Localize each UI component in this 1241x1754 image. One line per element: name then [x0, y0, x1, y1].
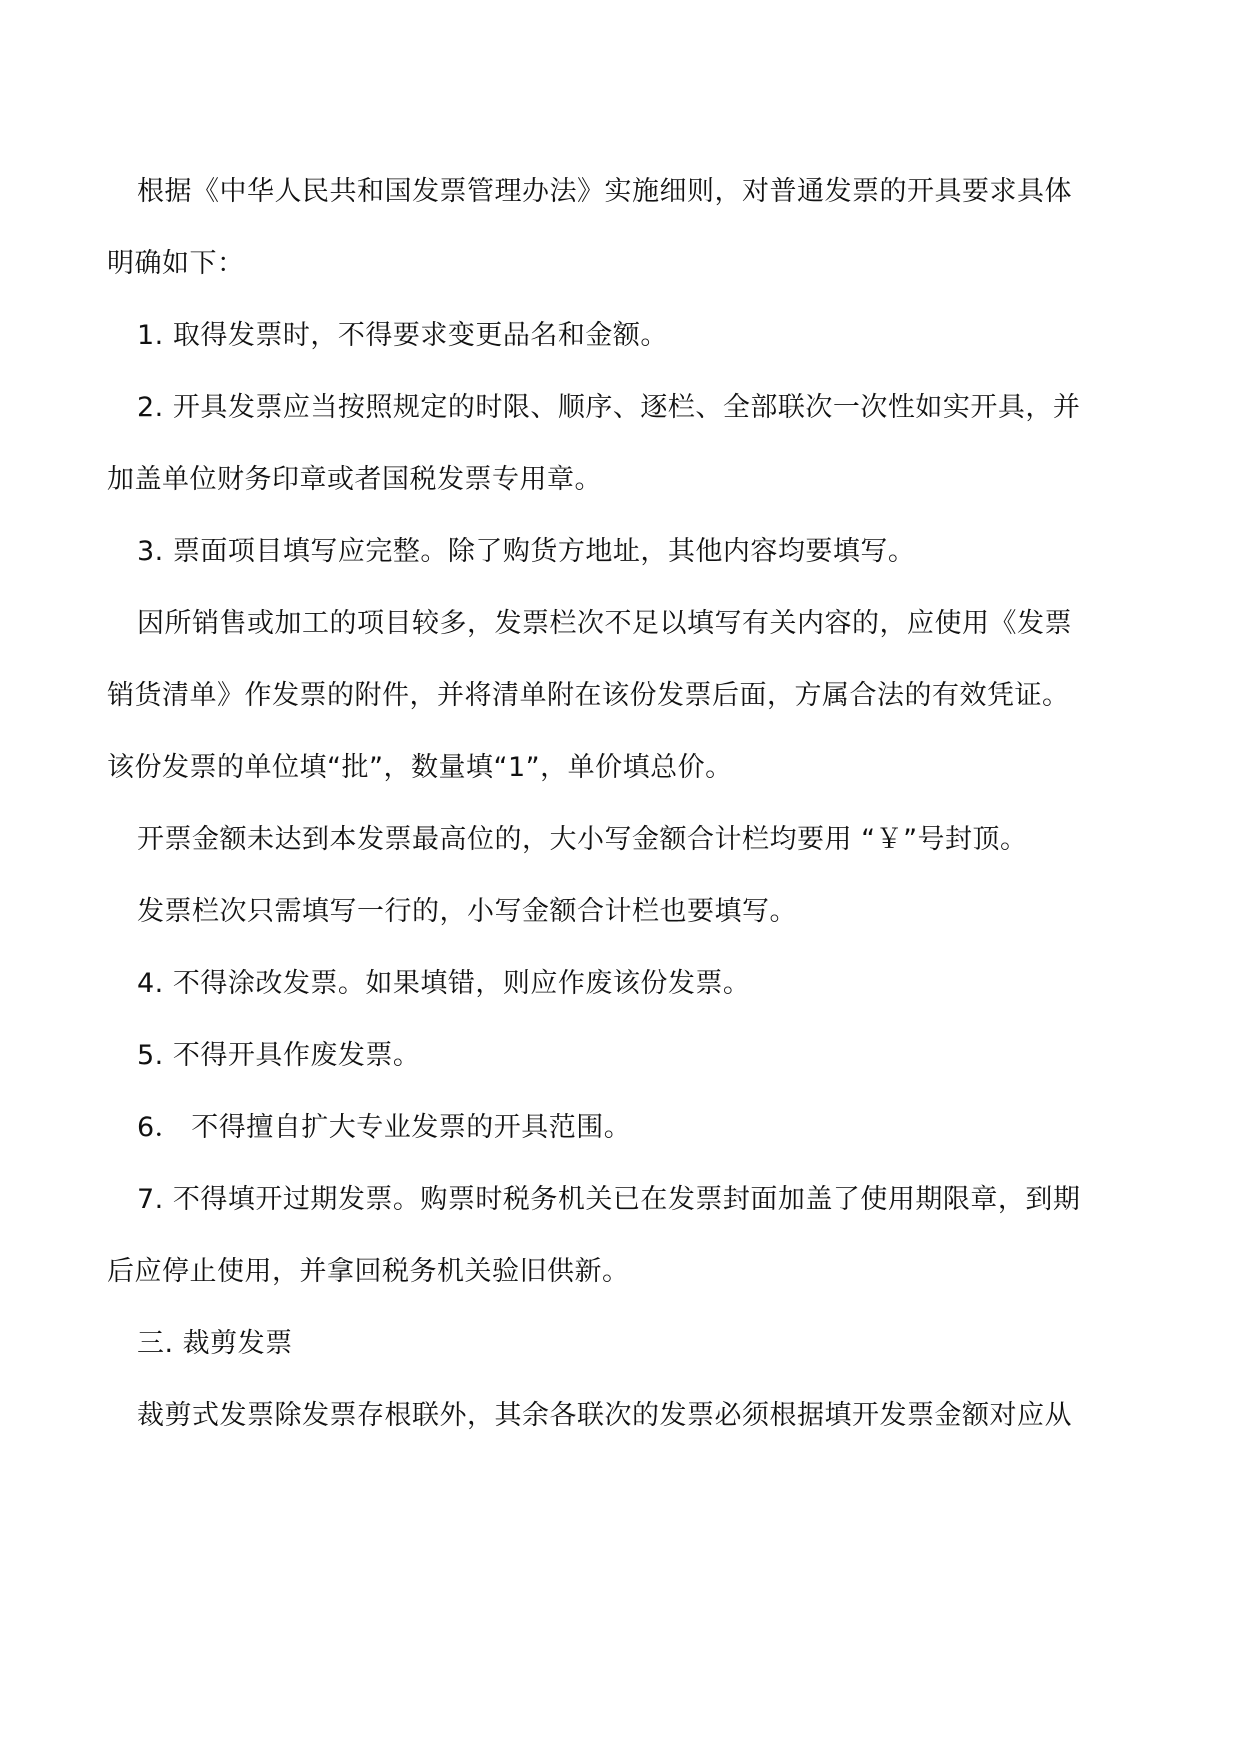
- paragraph-intro-line-2: 明确如下：: [107, 248, 245, 279]
- list-item-5: 5. 不得开具作废发票。: [137, 1040, 421, 1071]
- list-item-7-line-2: 后应停止使用，并拿回税务机关验旧供新。: [107, 1256, 630, 1287]
- paragraph-single-row: 发票栏次只需填写一行的，小写金额合计栏也要填写。: [137, 896, 797, 927]
- section-heading-3: 三. 裁剪发票: [137, 1328, 293, 1359]
- list-item-1: 1. 取得发票时，不得要求变更品名和金额。: [137, 320, 668, 351]
- paragraph-intro-line-1: 根据《中华人民共和国发票管理办法》实施细则，对普通发票的开具要求具体: [137, 176, 1072, 207]
- list-item-2-line-1: 2. 开具发票应当按照规定的时限、顺序、逐栏、全部联次一次性如实开具，并: [137, 392, 1081, 423]
- paragraph-sales-list-line-1: 因所销售或加工的项目较多，发票栏次不足以填写有关内容的，应使用《发票: [137, 608, 1072, 639]
- list-item-6: 6． 不得擅自扩大专业发票的开具范围。: [137, 1112, 632, 1143]
- paragraph-sales-list-line-3: 该份发票的单位填“批”，数量填“1”，单价填总价。: [107, 752, 733, 783]
- list-item-3: 3. 票面项目填写应完整。除了购货方地址，其他内容均要填写。: [137, 536, 916, 567]
- list-item-7-line-1: 7. 不得填开过期发票。购票时税务机关已在发票封面加盖了使用期限章，到期: [137, 1184, 1081, 1215]
- paragraph-amount-cap: 开票金额未达到本发票最高位的，大小写金额合计栏均要用 “￥”号封顶。: [137, 824, 1028, 855]
- paragraph-cut-invoice-line-1: 裁剪式发票除发票存根联外，其余各联次的发票必须根据填开发票金额对应从: [137, 1400, 1072, 1431]
- list-item-4: 4. 不得涂改发票。如果填错，则应作废该份发票。: [137, 968, 751, 999]
- list-item-2-line-2: 加盖单位财务印章或者国税发票专用章。: [107, 464, 602, 495]
- paragraph-sales-list-line-2: 销货清单》作发票的附件，并将清单附在该份发票后面，方属合法的有效凭证。: [107, 680, 1070, 711]
